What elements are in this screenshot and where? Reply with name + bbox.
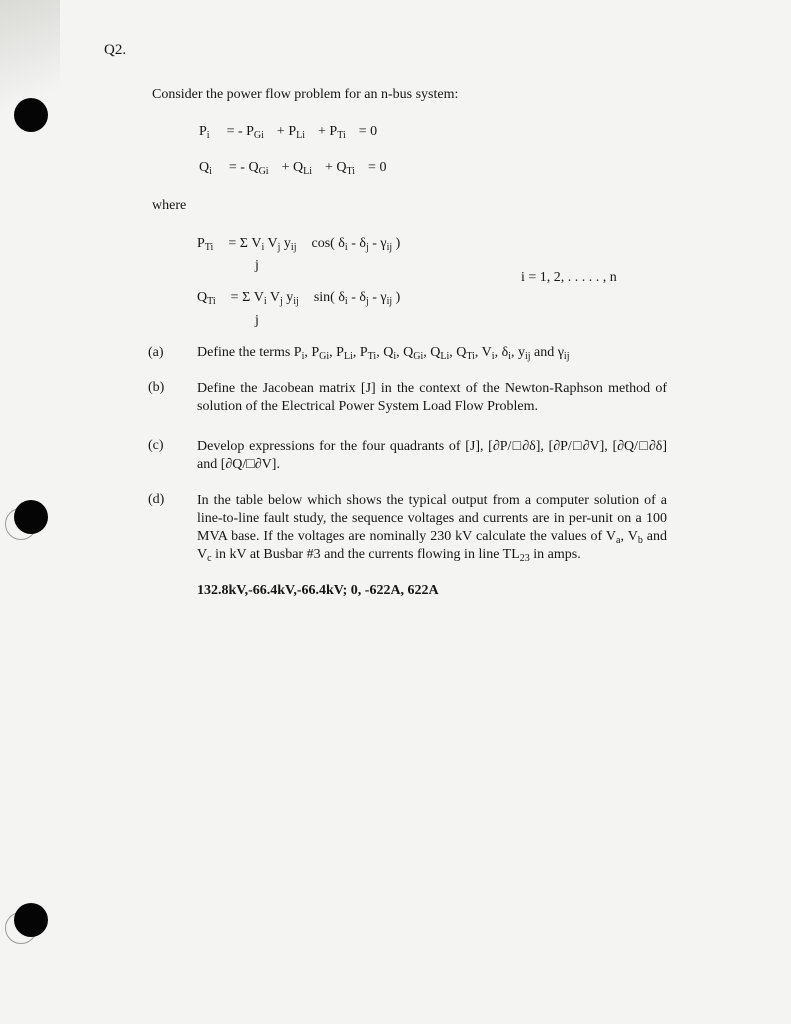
equation-p-balance: $P_i$ = - $P_{Gi} + P_{Li} + P_{Ti} = 0$ bbox=[199, 124, 378, 141]
punch-hole-middle bbox=[14, 500, 48, 534]
where-label: where bbox=[152, 198, 187, 213]
part-a-text: Define the terms $P_i$, $P_{Gi}$, $P_{Li}$, $P_{Ti}$, $Q_i$, $Q_{Gi}$, $Q_{Li}$, $Q_{Ti}$, $V_i$, $\delta_i$, $y_{ij}$ and $\gamma_{ij}$ bbox=[197, 345, 570, 362]
part-c-label: (c) bbox=[148, 438, 164, 453]
question-number: Q2. bbox=[104, 42, 127, 58]
part-c-text: Develop expressions for the four quadrants of [J], [∂P/□∂δ], [∂P/□∂V], [∂Q/□∂δ] and [∂Q/□∂V]. bbox=[197, 439, 667, 472]
equation-pti: $P_{Ti} = \Sigma$ $V_i$ $V_j$ $y_{ij}$ cos( $\delta_i - \delta_j - \gamma_{ij}$ ) bbox=[197, 236, 401, 253]
equation-q-balance: $Q_i$ = - $Q_{Gi} + Q_{Li} + Q_{Ti} = 0$ bbox=[199, 160, 387, 177]
equation-qti: $Q_{Ti} = \Sigma$ $V_i$ $V_j$ $y_{ij}$ sin( $\delta_i - \delta_j - \gamma_{ij}$ ) bbox=[197, 290, 401, 307]
punch-hole-top bbox=[14, 98, 48, 132]
part-d-text: In the table below which shows the typical output from a computer solution of a line-to-line fault study, the sequence voltages and currents are in per-unit on a 100 MVA base. If the voltages are nominally 230 kV calculate the values of $V_a$, $V_b$ and $V_c$ in kV at Busbar #3 and the currents flowing in line $TL_{23}$ in amps. bbox=[197, 493, 668, 564]
part-b-text: Define the Jacobean matrix [J] in the context of the Newton-Raphson method of solution of the Electrical Power System Load Flow Problem. bbox=[197, 381, 667, 414]
part-d-label: (d) bbox=[148, 492, 165, 507]
index-range: i = 1, 2, . . . . . , n bbox=[521, 270, 617, 285]
part-b-label: (b) bbox=[148, 380, 165, 395]
intro-text: Consider the power flow problem for an n-bus system: bbox=[152, 87, 459, 102]
punch-hole-bottom bbox=[14, 903, 48, 937]
part-d-answer: 132.8kV,-66.4kV,-66.4kV; 0, -622A, 622A bbox=[197, 583, 439, 598]
sum-index-j-2: j bbox=[255, 313, 259, 328]
sum-index-j-1: j bbox=[255, 258, 259, 273]
part-a-label: (a) bbox=[148, 345, 164, 360]
